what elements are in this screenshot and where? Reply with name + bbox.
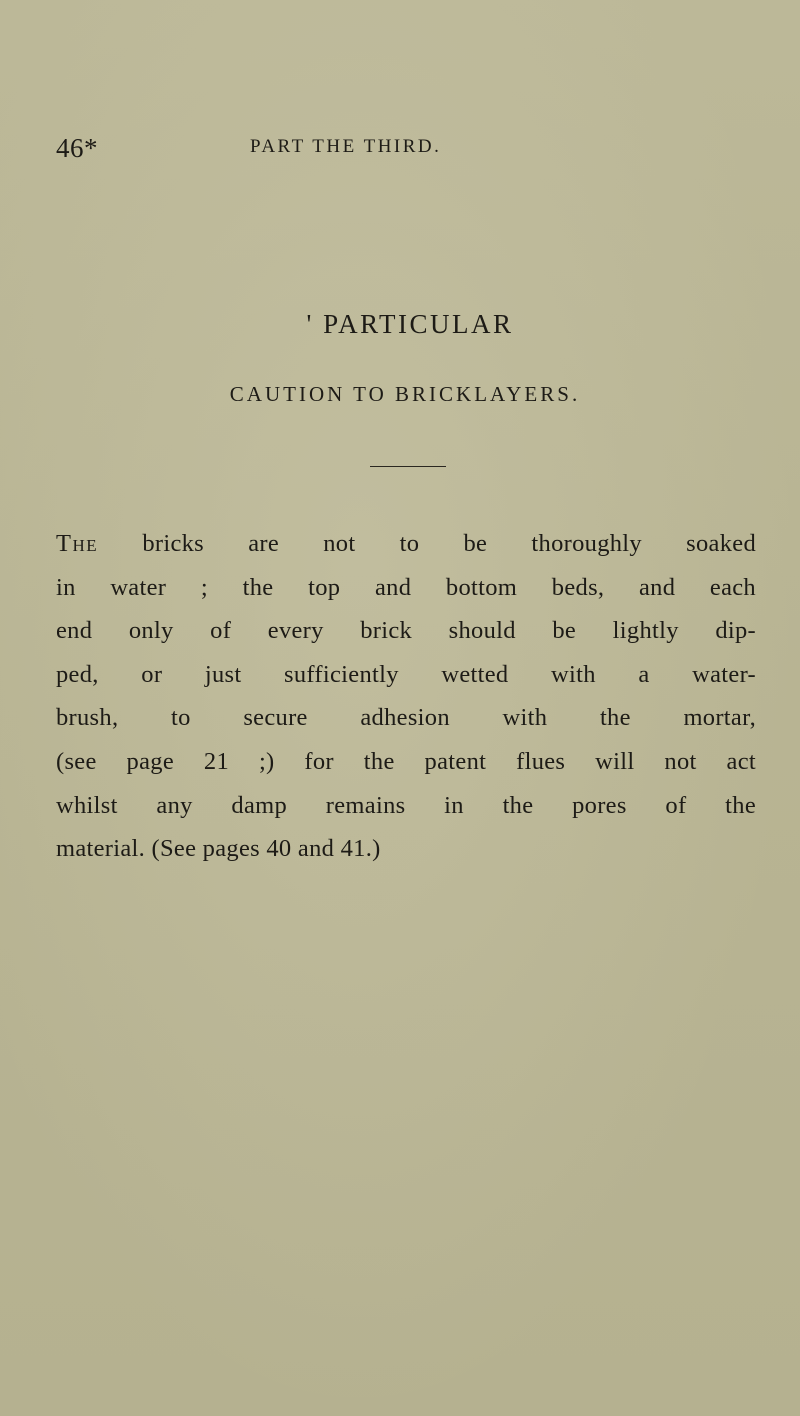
section-label: PART THE THIRD. [250, 136, 442, 157]
paragraph-line: whilst any damp remains in the pores of the [56, 791, 756, 819]
page-number: 46* [56, 133, 98, 163]
running-head [0, 133, 800, 167]
paragraph-line: brush, to secure adhesion with the mortar, [56, 704, 756, 732]
paragraph-line: (see page 21 ;) for the patent flues will not act [56, 747, 756, 775]
divider-rule [370, 466, 446, 467]
body-paragraph [56, 522, 756, 871]
paragraph-line: ped, or just sufficiently wetted with a water- [56, 660, 756, 688]
paragraph-line: material. (See pages 40 and 41.) [56, 835, 381, 863]
lead-word: The [56, 530, 99, 557]
paragraph-line: end only of every brick should be lightly dip- [56, 617, 756, 645]
paragraph-line: in water ; the top and bottom beds, and each [56, 573, 756, 601]
page-subtitle: CAUTION TO BRICKLAYERS. [229, 382, 581, 406]
line-text: bricks are not to be thoroughly soaked [98, 530, 756, 557]
page-title: ' PARTICULAR [306, 309, 514, 339]
paragraph-line [56, 522, 756, 566]
